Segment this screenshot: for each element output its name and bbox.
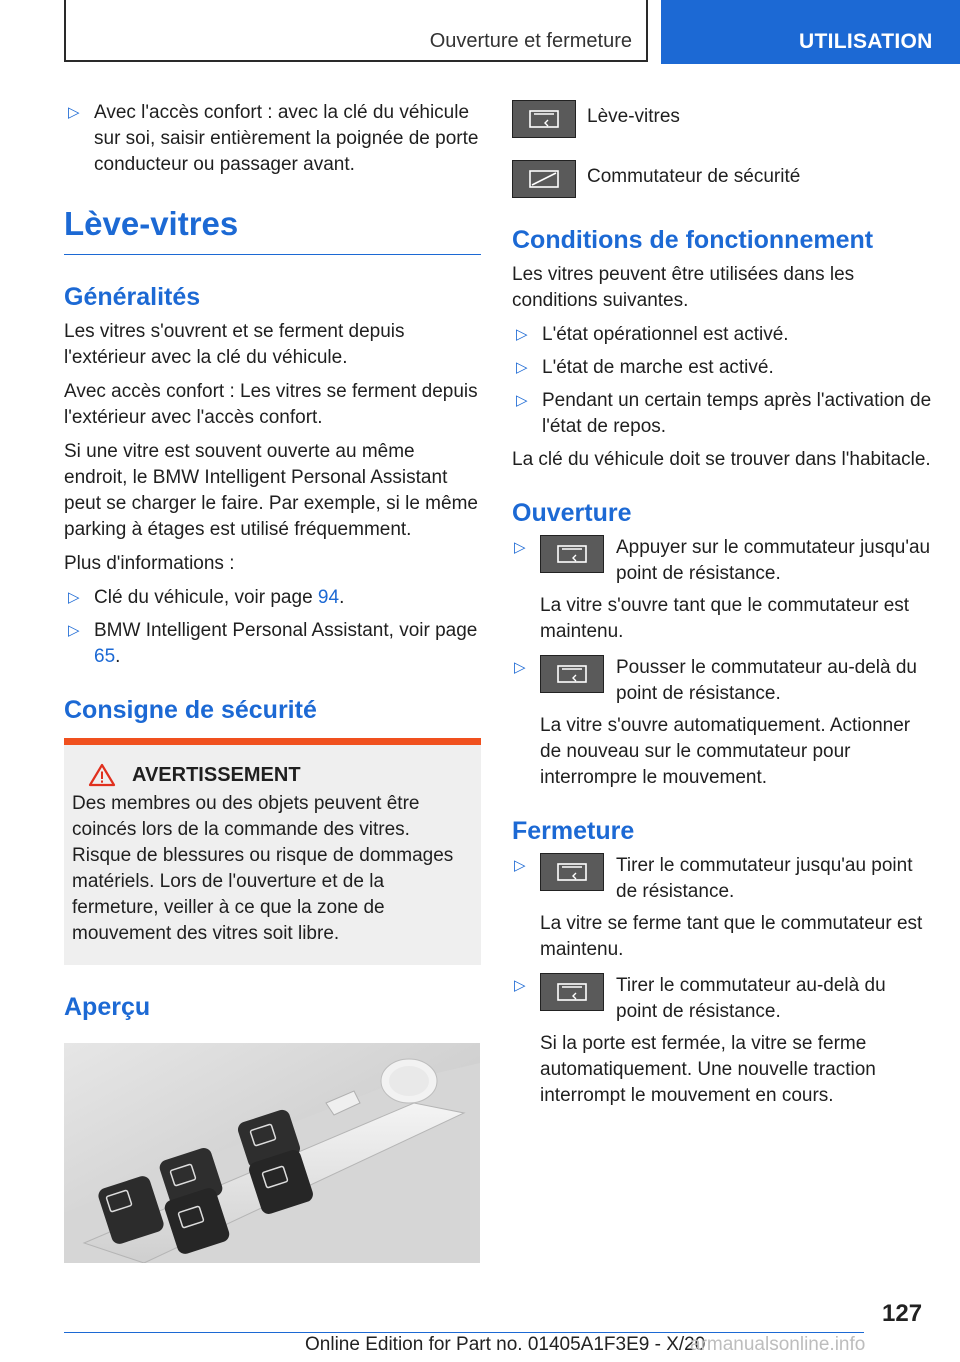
subsection-title-safety: Consigne de sécurité [64, 696, 317, 724]
legend-label: Commutateur de sécurité [587, 166, 801, 187]
list-item: ▷ L'état de marche est activé. [512, 355, 932, 381]
legend-item-safety-switch [512, 160, 932, 198]
subsection-title-opening: Ouverture [512, 499, 632, 527]
subsection-title-closing: Fermeture [512, 817, 635, 845]
header-section-title: Ouverture et fermeture [429, 30, 632, 52]
list-item: ▷ L'état opérationnel est activé. [512, 322, 932, 348]
window-lifter-icon [540, 973, 604, 1011]
bullet-triangle-icon: ▷ [68, 589, 80, 606]
header-chapter-title: UTILISATION [799, 30, 933, 53]
window-switch-photo [64, 1043, 480, 1263]
warning-text: Des membres ou des objets peuvent être coincés lors de la commande des vitres. Risque de blessures ou risque de dommages matériels. Lors de l'ouverture et de la fermeture, veiller à ce que la zone de mouvement des vitres soit libre. [72, 793, 454, 944]
legend-item-window-lifter [512, 100, 932, 138]
header-section-box [64, 0, 648, 62]
warning-header [72, 763, 473, 787]
paragraph: Si une vitre est souvent ouverte au même endroit, le BMW Intelligent Personal Assistant peut se charger le faire. Par exemple, si le même parking à étages est utilisé fréquemment. [64, 441, 478, 540]
bullet-triangle-icon: ▷ [516, 359, 528, 376]
paragraph: Plus d'informations : [64, 553, 235, 574]
footer-edition: Online Edition for Part no. 01405A1F3E9 - X/20 [305, 1334, 706, 1355]
bullet-triangle-icon: ▷ [68, 622, 80, 639]
left-column [64, 100, 481, 1263]
subsection-title-conditions: Conditions de fonctionnement [512, 226, 874, 254]
header-chapter-tab [661, 0, 960, 64]
list-item: ▷ Pousser le commutateur au-delà du point de résistance. La vitre s'ouvre automatiquement. Actionner de nouveau sur le commutateur pour interrompre le mouvement. [514, 657, 917, 788]
window-lifter-icon [540, 853, 604, 891]
paragraph: Avec accès confort : Les vitres se ferment depuis l'extérieur avec l'accès confort. [64, 381, 478, 428]
footer-watermark: armanualsonline.info [690, 1334, 866, 1355]
list-item: ▷ Tirer le commutateur jusqu'au point de résistance. La vitre se ferme tant que le commutateur est maintenu. [514, 855, 923, 960]
section-title: Lève-vitres [64, 204, 481, 255]
page-link-94[interactable]: 94 [317, 587, 340, 608]
page-link-65[interactable]: 65 [94, 646, 116, 667]
list-item: ▷ Tirer le commutateur au-delà du point de résistance. Si la porte est fermée, la vitre se ferme automatiquement. Une nouvelle traction interrompt le mouvement en cours. [514, 975, 886, 1106]
bullet-triangle-icon: ▷ [514, 659, 526, 676]
paragraph: La clé du véhicule doit se trouver dans l'habitacle. [512, 449, 931, 470]
page-number: 127 [882, 1300, 923, 1327]
bullet-triangle-icon: ▷ [516, 392, 528, 409]
bullet-triangle-icon: ▷ [68, 104, 80, 121]
list-item: ▷ Clé du véhicule, voir page 94. [64, 585, 481, 611]
window-lifter-icon [540, 535, 604, 573]
list-item: ▷ Pendant un certain temps après l'activation de l'état de repos. [516, 390, 932, 437]
warning-box [64, 738, 481, 965]
subsection-title-overview: Aperçu [64, 993, 151, 1021]
bullet-triangle-icon: ▷ [516, 326, 528, 343]
subsection-title-general: Généralités [64, 283, 201, 311]
bullet-triangle-icon: ▷ [514, 977, 526, 994]
bullet-triangle-icon: ▷ [514, 857, 526, 874]
right-column [512, 100, 932, 1119]
safety-switch-icon [512, 160, 576, 198]
paragraph: Les vitres s'ouvrent et se ferment depuis l'extérieur avec la clé du véhicule. [64, 321, 405, 368]
legend-label: Lève-vitres [587, 106, 680, 127]
warning-title: AVERTISSEMENT [132, 763, 301, 786]
list-item: ▷ Avec l'accès confort : avec la clé du véhicule sur soi, saisir entièrement la poignée de porte conducteur ou passager avant. [68, 102, 479, 175]
list-item: ▷ Appuyer sur le commutateur jusqu'au point de résistance. La vitre s'ouvre tant que le commutateur est maintenu. [514, 537, 931, 642]
warning-triangle-icon [88, 763, 116, 787]
window-lifter-icon [512, 100, 576, 138]
paragraph: Les vitres peuvent être utilisées dans les conditions suivantes. [512, 264, 855, 311]
bullet-triangle-icon: ▷ [514, 539, 526, 556]
list-item: ▷ BMW Intelligent Personal Assistant, voir page 65. [68, 620, 478, 667]
window-lifter-icon [540, 655, 604, 693]
footer-rule [64, 1332, 864, 1333]
